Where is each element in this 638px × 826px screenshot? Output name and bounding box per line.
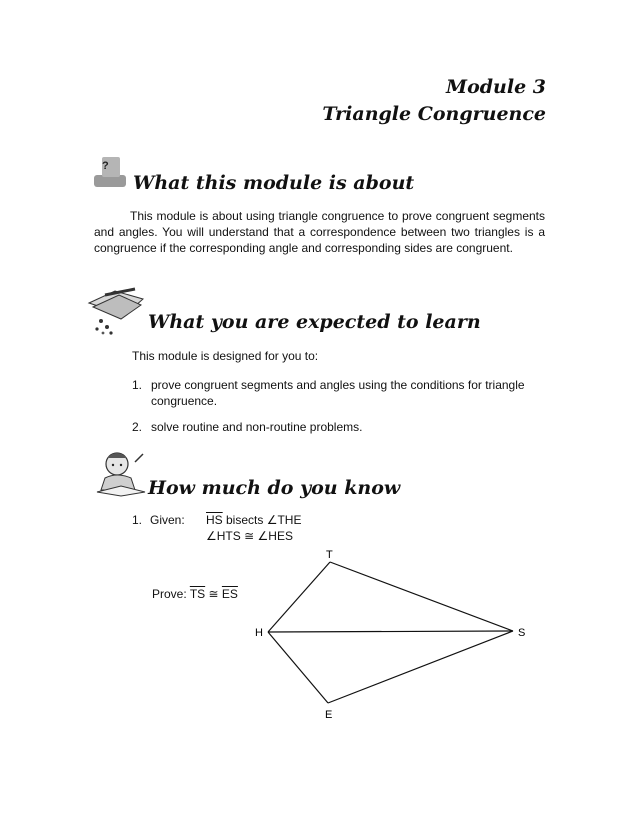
section-heading-about: What this module is about (133, 172, 415, 194)
congruent-symbol: ≅ (244, 529, 255, 543)
segment-th-line (268, 562, 330, 632)
angle-the: THE (277, 513, 302, 527)
angle-symbol: ∠ (266, 513, 278, 527)
vertex-label-s: S (518, 627, 526, 639)
list-item-text: prove congruent segments and angles using the conditions for triangle congruence. (151, 378, 525, 408)
list-item-text: solve routine and non-routine problems. (151, 420, 363, 434)
vertex-label-e: E (325, 709, 333, 721)
segment-ts: $\overline{TS}$ (189, 587, 206, 601)
segment-he-line (268, 632, 328, 703)
problem-number: 1. (132, 513, 143, 527)
segment-es: $\overline{ES}$ (221, 587, 238, 601)
angle-symbol: ∠ (206, 529, 217, 543)
bisects-text: bisects (222, 513, 267, 527)
segment-es-line (328, 631, 513, 703)
vertex-label-h: H (255, 627, 263, 639)
list-item-number: 2. (132, 420, 143, 434)
about-paragraph-text: This module is about using triangle congruence to prove congruent segments and angles. You will understand that a correspondence between two triangles is a congruence if the corresponding angle and corresponding sides are congruent. (94, 209, 545, 255)
given-label: Given: (150, 513, 185, 527)
learn-intro: This module is designed for you to: (132, 349, 319, 363)
module-number: Module 3 (446, 76, 546, 98)
segment-ts-line (330, 562, 513, 631)
svg-text:?: ? (102, 160, 109, 172)
vertex-label-t: T (326, 549, 333, 561)
angle-hes: HES (268, 529, 293, 543)
section-heading-know: How much do you know (148, 477, 401, 499)
congruent-symbol: ≅ (208, 587, 219, 601)
module-title: Triangle Congruence (322, 103, 546, 125)
angle-hts: HTS (216, 529, 241, 543)
angle-symbol: ∠ (257, 529, 269, 543)
segment-hs-line (268, 631, 513, 632)
prove-label: Prove: (152, 587, 187, 601)
segment-hs: $\overline{HS}$ (206, 513, 223, 527)
list-item-number: 1. (132, 378, 143, 392)
section-heading-learn: What you are expected to learn (148, 311, 481, 333)
